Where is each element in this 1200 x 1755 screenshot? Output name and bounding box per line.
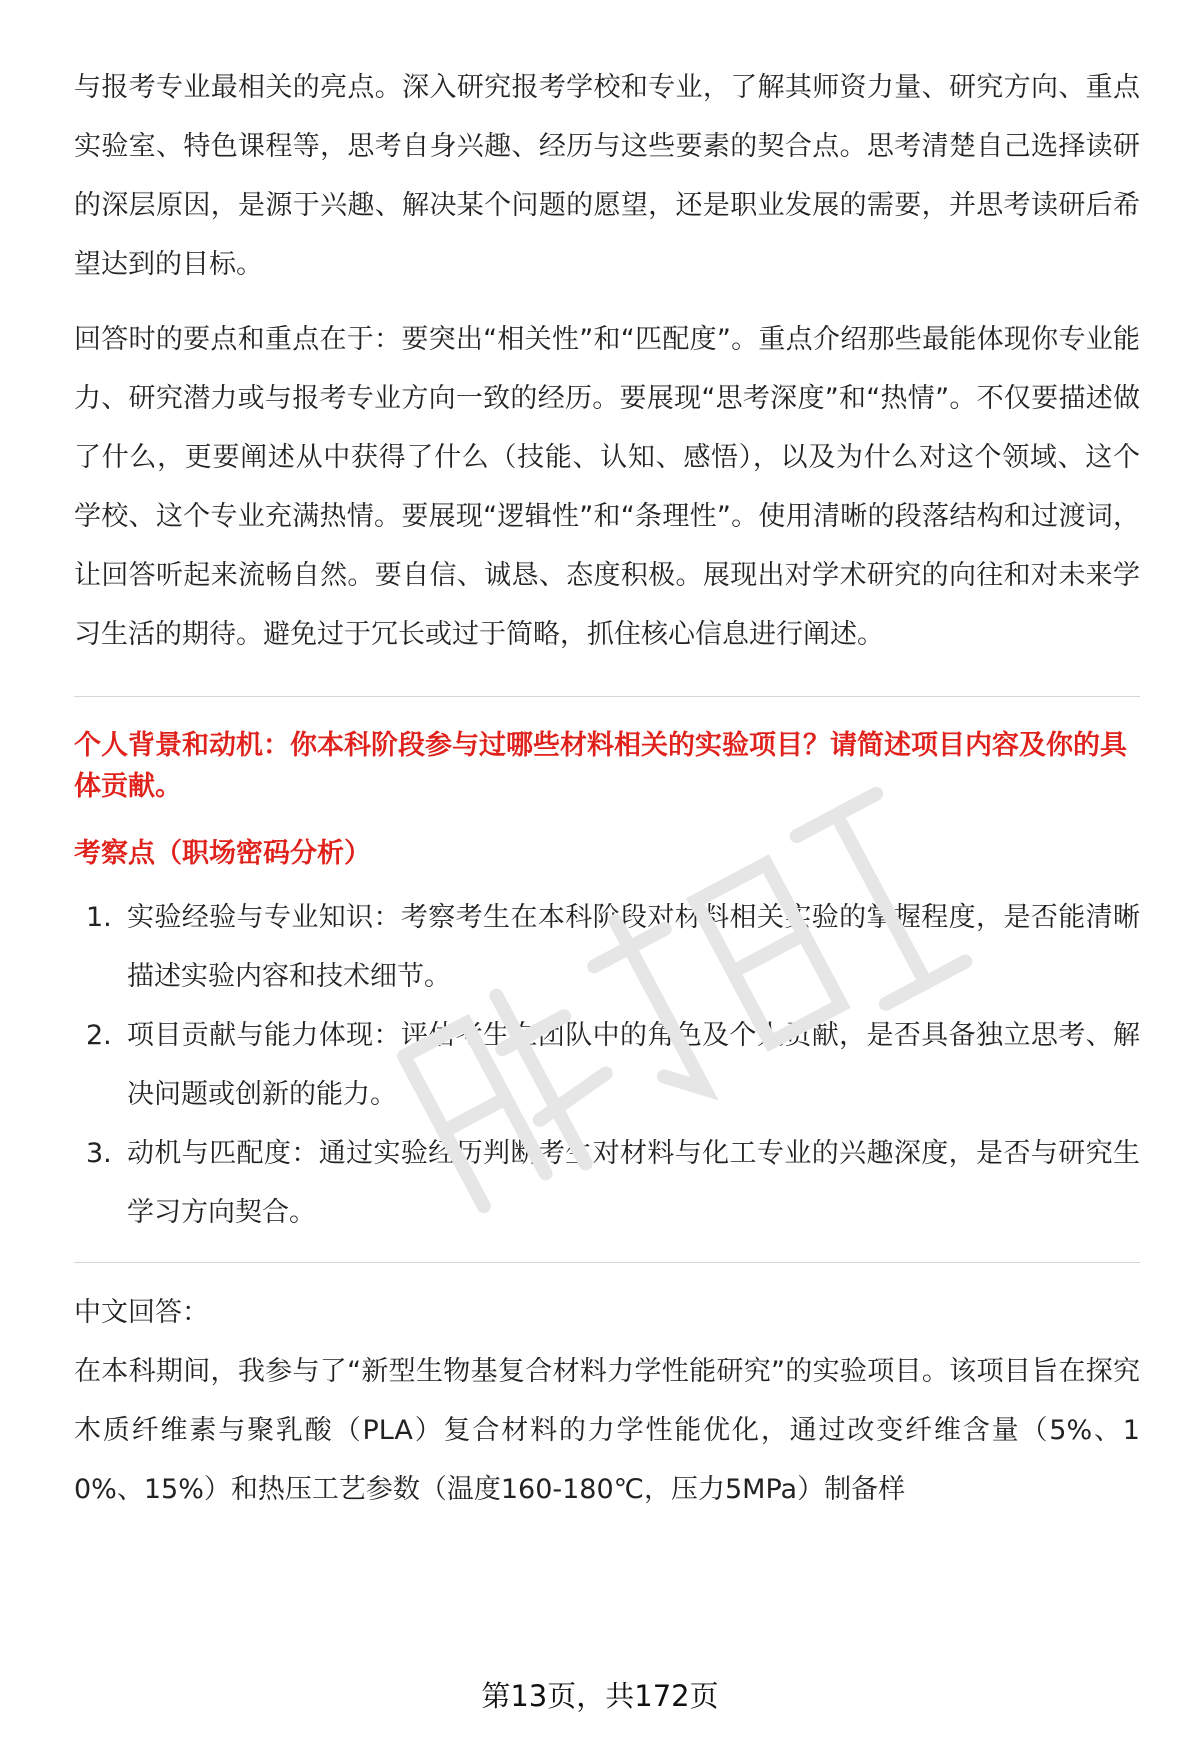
assessment-subheading: 考察点（职场密码分析） (74, 838, 371, 869)
list-item-text: 动机与匹配度：通过实验经历判断考生对材料与化工专业的兴趣深度，是否与研究生学习方向契合。 (127, 1138, 1140, 1228)
list-item (74, 888, 1140, 1006)
question-title: 个人背景和动机：你本科阶段参与过哪些材料相关的实验项目？请简述项目内容及你的具体贡献。 (74, 730, 1127, 802)
intro-paragraph-1: 与报考专业最相关的亮点。深入研究报考学校和专业，了解其师资力量、研究方向、重点实验室、特色课程等，思考自身兴趣、经历与这些要素的契合点。思考清楚自己选择读研的深层原因，是源于兴趣、解决某个问题的愿望，还是职业发展的需要，并思考读研后希望达到的目标。 (74, 72, 1140, 280)
assessment-points-list (74, 888, 1140, 1242)
list-item-text: 实验经验与专业知识：考察考生在本科阶段对材料相关实验的掌握程度，是否能清晰描述实验内容和技术细节。 (127, 902, 1140, 992)
list-item (74, 1006, 1140, 1124)
section-divider (74, 696, 1140, 697)
page-content (74, 58, 1140, 1519)
intro-paragraph-2: 回答时的要点和重点在于：要突出“相关性”和“匹配度”。重点介绍那些最能体现你专业能力、研究潜力或与报考专业方向一致的经历。要展现“思考深度”和“热情”。不仅要描述做了什么，更要阐述从中获得了什么（技能、认知、感悟），以及为什么对这个领域、这个学校、这个专业充满热情。要展现“逻辑性”和“条理性”。使用清晰的段落结构和过渡词，让回答听起来流畅自然。要自信、诚恳、态度积极。展现出对学术研究的向往和对未来学习生活的期待。避免过于冗长或过于简略，抓住核心信息进行阐述。 (74, 324, 1140, 650)
list-item-text: 项目贡献与能力体现：评估考生在团队中的角色及个人贡献，是否具备独立思考、解决问题或创新的能力。 (127, 1020, 1140, 1110)
list-item (74, 1124, 1140, 1242)
list-item-number: 2. (86, 1020, 112, 1051)
page-number-footer: 第13页，共172页 (481, 1679, 719, 1713)
section-divider (74, 1262, 1140, 1263)
list-item-number: 3. (86, 1138, 112, 1169)
answer-label: 中文回答： (74, 1297, 209, 1328)
answer-body: 在本科期间，我参与了“新型生物基复合材料力学性能研究”的实验项目。该项目旨在探究木质纤维素与聚乳酸（PLA）复合材料的力学性能优化，通过改变纤维含量（5%、10%、15%）和热压工艺参数（温度160-180℃，压力5MPa）制备样 (74, 1356, 1140, 1505)
list-item-number: 1. (86, 902, 112, 933)
